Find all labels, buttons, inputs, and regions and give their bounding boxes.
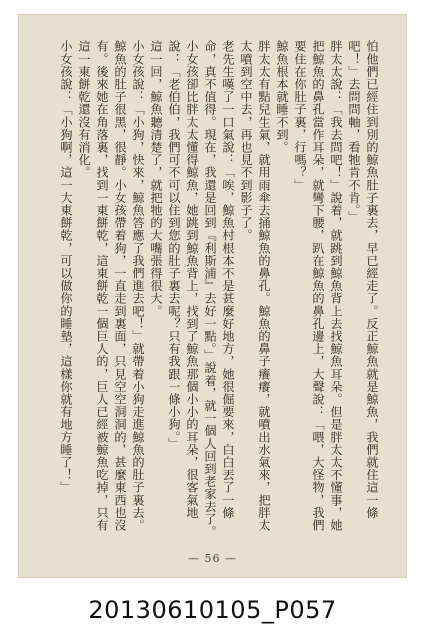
book-page <box>18 14 407 578</box>
vertical-text-body <box>57 40 381 542</box>
paragraph: 胖太太說：「我去問吧！」說着，就跳到鯨魚背上去找鯨魚耳朵。但是胖太太不懂事，她把鯨魚的鼻孔當作耳朵，就彎下腰，趴在鯨魚的鼻孔邊上，大聲說：「喂，大怪物，我們要住在你肚子裏，行嗎？」 <box>293 40 343 532</box>
paragraph: 鯨魚根本就睡不到。 <box>275 40 289 154</box>
paragraph: 小女孩說：「小狗啊，這一大東餅乾，可以做你的睡墊，這樣你就有地方睡了！」 <box>59 40 73 494</box>
paragraph: 小女孩卻比胖太太懂得鯨魚，她跳到鯨魚背上，找到了鯨魚那個小小的耳朵，很客氣地說：「老伯伯，我們可不可以住到您的肚子裏去呢？只有我跟一條小狗。」 <box>167 40 199 519</box>
paragraph: 小女孩說：「小狗，快來，鯨魚答應了我們進去吧！」就帶着小狗走進鯨魚的肚子裏去。 <box>131 40 145 532</box>
image-caption: 20130610105_P057 <box>88 596 337 624</box>
paragraph: 老先生嘆了一口氣說：「唉，鯨魚村根本不是甚麼好地方，她很倔要來，白白丟了一條命，真不值得。現在，我還是回到『利斯浦』去好一點。」說着，就一個人回到老家去了。 <box>203 40 235 538</box>
paragraph: 胖太太有點兒生氣，就用雨傘去捅鯨魚的鼻孔。鯨魚的鼻子癢癢，就噴出水氣來，把胖太太噴到空中去，再也見不到影子了。 <box>239 40 271 532</box>
page-number: — 56 — <box>188 552 237 565</box>
paragraph: 怕他們已經住到別的鯨魚肚子裏去，早已經走了。反正鯨魚就是鯨魚，我們就住這一條吧！」去問問軸，看牠肯不肯。」 <box>347 40 379 519</box>
paragraph: 鯨魚的肚子很黑，很靜。小女孩帶着狗，一直走到裏面，只見空空洞洞的，甚麼東西也沒有。後來她在角落裏，找到一東餅乾，這東餅乾一個巨人的，巨人已經被鯨魚吃掉，只有這一東餅乾還沒有消化。 <box>77 40 127 532</box>
paragraph: 這一回，鯨魚聽清楚了，就把牠的大嘴張得很大。 <box>149 40 163 318</box>
